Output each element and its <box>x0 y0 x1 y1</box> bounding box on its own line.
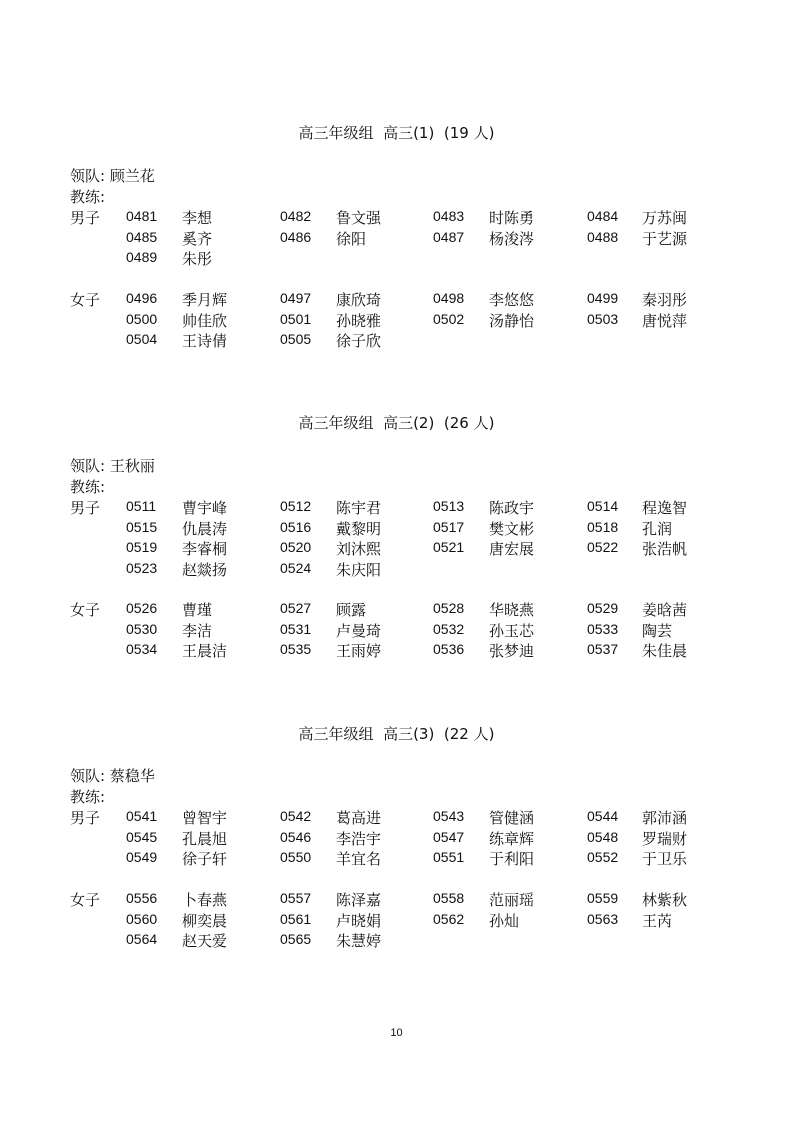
athlete-number: 0524 <box>280 559 312 576</box>
athlete-name: 康欣琦 <box>336 291 382 309</box>
athlete-name: 张浩帆 <box>642 540 688 559</box>
athlete-name: 卢晓娟 <box>336 911 382 930</box>
athlete-number: 0503 <box>587 310 619 327</box>
athlete-number: 0517 <box>433 518 465 535</box>
gender-group-label: 女子 <box>70 601 101 619</box>
athlete-name: 徐子轩 <box>182 850 228 869</box>
athlete-number: 0497 <box>280 290 312 306</box>
athlete-name: 孙灿 <box>489 911 520 930</box>
athlete-number: 0513 <box>433 498 465 514</box>
table-row <box>0 538 793 559</box>
athlete-name: 曹宇峰 <box>182 499 228 517</box>
athlete-name: 陈政宇 <box>489 499 535 517</box>
athlete-name: 陶芸 <box>642 621 673 640</box>
gender-group-label: 男子 <box>70 499 101 517</box>
athlete-number: 0484 <box>587 208 619 224</box>
athlete-number: 0527 <box>280 600 312 616</box>
athlete-number: 0515 <box>126 518 158 535</box>
table-row <box>0 207 793 228</box>
table-row <box>0 930 793 951</box>
athlete-name: 华晓燕 <box>489 601 535 619</box>
gender-group-label: 女子 <box>70 891 101 909</box>
athlete-number: 0499 <box>587 290 619 306</box>
athlete-name: 罗瑞财 <box>642 829 688 848</box>
athlete-number: 0543 <box>433 808 465 824</box>
athlete-name: 王雨婷 <box>336 642 382 661</box>
athlete-name: 王芮 <box>642 911 673 930</box>
athlete-number: 0487 <box>433 228 465 245</box>
table-row <box>0 497 793 518</box>
athlete-name: 李浩宇 <box>336 829 382 848</box>
athlete-name: 王诗倩 <box>182 332 228 351</box>
athlete-number: 0550 <box>280 849 312 866</box>
athlete-name: 唐宏展 <box>489 540 535 559</box>
athlete-name: 练章辉 <box>489 829 535 848</box>
coach-label: 教练: <box>70 788 106 806</box>
athlete-number: 0564 <box>126 931 158 948</box>
athlete-name: 朱慧婷 <box>336 932 382 951</box>
athlete-name: 汤静怡 <box>489 311 535 330</box>
athlete-number: 0511 <box>126 498 157 514</box>
coach-label: 教练: <box>70 478 106 496</box>
table-row <box>0 848 793 869</box>
athlete-number: 0520 <box>280 539 312 556</box>
athlete-number: 0547 <box>433 828 465 845</box>
athlete-name: 赵天爱 <box>182 932 228 951</box>
athlete-name: 李睿桐 <box>182 540 228 559</box>
table-row <box>0 828 793 849</box>
athlete-name: 徐子欣 <box>336 332 382 351</box>
athlete-number: 0502 <box>433 310 465 327</box>
table-row <box>0 228 793 249</box>
athlete-name: 孔润 <box>642 519 673 538</box>
table-row <box>0 330 793 351</box>
team-leader: 领队: 蔡稳华 <box>70 767 155 785</box>
athlete-number: 0563 <box>587 910 619 927</box>
athlete-name: 于卫乐 <box>642 850 688 869</box>
athlete-number: 0561 <box>280 910 312 927</box>
athlete-number: 0559 <box>587 890 619 906</box>
athlete-number: 0557 <box>280 890 312 906</box>
table-row <box>0 310 793 331</box>
athlete-number: 0489 <box>126 249 158 266</box>
athlete-number: 0498 <box>433 290 465 306</box>
table-row <box>0 807 793 828</box>
table-row <box>0 559 793 580</box>
athlete-name: 卜春燕 <box>182 891 228 909</box>
section-title: 高三年级组 高三(2) (26 人) <box>298 414 495 432</box>
table-row <box>0 599 793 620</box>
athlete-number: 0556 <box>126 890 158 906</box>
athlete-name: 王晨洁 <box>182 642 228 661</box>
athlete-name: 卢曼琦 <box>336 621 382 640</box>
athlete-name: 李悠悠 <box>489 291 535 309</box>
athlete-number: 0560 <box>126 910 158 927</box>
athlete-number: 0485 <box>126 228 158 245</box>
athlete-number: 0500 <box>126 310 158 327</box>
section-title: 高三年级组 高三(3) (22 人) <box>298 725 495 743</box>
athlete-name: 秦羽彤 <box>642 291 688 309</box>
athlete-number: 0529 <box>587 600 619 616</box>
section-title: 高三年级组 高三(1) (19 人) <box>298 124 495 142</box>
athlete-number: 0488 <box>587 228 619 245</box>
athlete-number: 0530 <box>126 620 158 637</box>
athlete-number: 0486 <box>280 228 312 245</box>
athlete-number: 0523 <box>126 559 158 576</box>
athlete-number: 0546 <box>280 828 312 845</box>
table-row <box>0 518 793 539</box>
athlete-number: 0512 <box>280 498 312 514</box>
athlete-number: 0535 <box>280 641 312 658</box>
athlete-number: 0545 <box>126 828 158 845</box>
athlete-number: 0565 <box>280 931 312 948</box>
athlete-name: 羊宜名 <box>336 850 382 869</box>
athlete-name: 李想 <box>182 209 213 227</box>
athlete-name: 帅佳欣 <box>182 311 228 330</box>
athlete-number: 0481 <box>126 208 158 224</box>
team-leader: 领队: 顾兰花 <box>70 167 155 185</box>
athlete-name: 曹瑾 <box>182 601 213 619</box>
page-number: 10 <box>390 1027 403 1039</box>
athlete-name: 李洁 <box>182 621 213 640</box>
gender-group-label: 男子 <box>70 209 101 227</box>
athlete-number: 0526 <box>126 600 158 616</box>
athlete-number: 0482 <box>280 208 312 224</box>
athlete-number: 0562 <box>433 910 465 927</box>
athlete-name: 赵燚扬 <box>182 560 228 579</box>
athlete-name: 孔晨旭 <box>182 829 228 848</box>
athlete-number: 0532 <box>433 620 465 637</box>
table-row <box>0 640 793 661</box>
athlete-name: 奚齐 <box>182 229 213 248</box>
athlete-name: 樊文彬 <box>489 519 535 538</box>
athlete-name: 季月辉 <box>182 291 228 309</box>
athlete-name: 刘沐熙 <box>336 540 382 559</box>
table-row <box>0 289 793 310</box>
athlete-name: 陈宇君 <box>336 499 382 517</box>
athlete-number: 0549 <box>126 849 158 866</box>
athlete-number: 0504 <box>126 331 158 348</box>
athlete-number: 0496 <box>126 290 158 306</box>
athlete-name: 于艺源 <box>642 229 688 248</box>
athlete-name: 葛高进 <box>336 809 382 827</box>
athlete-name: 张梦迪 <box>489 642 535 661</box>
athlete-number: 0501 <box>280 310 312 327</box>
athlete-number: 0548 <box>587 828 619 845</box>
table-row <box>0 910 793 931</box>
athlete-name: 程逸智 <box>642 499 688 517</box>
athlete-number: 0542 <box>280 808 312 824</box>
athlete-name: 曾智宇 <box>182 809 228 827</box>
athlete-name: 陈泽嘉 <box>336 891 382 909</box>
athlete-number: 0531 <box>280 620 312 637</box>
athlete-number: 0558 <box>433 890 465 906</box>
table-row <box>0 889 793 910</box>
athlete-number: 0483 <box>433 208 465 224</box>
athlete-number: 0544 <box>587 808 619 824</box>
athlete-number: 0537 <box>587 641 619 658</box>
athlete-name: 孙玉芯 <box>489 621 535 640</box>
table-row <box>0 248 793 269</box>
athlete-name: 万苏闽 <box>642 209 688 227</box>
athlete-number: 0521 <box>433 539 465 556</box>
athlete-name: 姜晗茜 <box>642 601 688 619</box>
athlete-name: 仇晨涛 <box>182 519 228 538</box>
athlete-number: 0514 <box>587 498 619 514</box>
gender-group-label: 女子 <box>70 291 101 309</box>
athlete-name: 孙晓雅 <box>336 311 382 330</box>
athlete-number: 0534 <box>126 641 158 658</box>
athlete-name: 顾露 <box>336 601 367 619</box>
athlete-name: 于利阳 <box>489 850 535 869</box>
athlete-name: 管健涵 <box>489 809 535 827</box>
athlete-name: 朱佳晨 <box>642 642 688 661</box>
gender-group-label: 男子 <box>70 809 101 827</box>
athlete-number: 0516 <box>280 518 312 535</box>
athlete-number: 0505 <box>280 331 312 348</box>
athlete-name: 徐阳 <box>336 229 367 248</box>
athlete-number: 0518 <box>587 518 619 535</box>
athlete-name: 林紫秋 <box>642 891 688 909</box>
athlete-number: 0536 <box>433 641 465 658</box>
athlete-number: 0533 <box>587 620 619 637</box>
athlete-name: 郭沛涵 <box>642 809 688 827</box>
athlete-name: 范丽瑶 <box>489 891 535 909</box>
athlete-number: 0551 <box>433 849 465 866</box>
athlete-number: 0519 <box>126 539 158 556</box>
athlete-name: 时陈勇 <box>489 209 535 227</box>
athlete-number: 0522 <box>587 539 619 556</box>
athlete-name: 柳奕晨 <box>182 911 228 930</box>
table-row <box>0 620 793 641</box>
athlete-name: 杨浚涔 <box>489 229 535 248</box>
athlete-name: 鲁文强 <box>336 209 382 227</box>
athlete-number: 0541 <box>126 808 158 824</box>
athlete-number: 0528 <box>433 600 465 616</box>
team-leader: 领队: 王秋丽 <box>70 457 155 475</box>
athlete-name: 朱彤 <box>182 250 213 269</box>
athlete-name: 戴黎明 <box>336 519 382 538</box>
coach-label: 教练: <box>70 188 106 206</box>
athlete-name: 唐悦萍 <box>642 311 688 330</box>
athlete-number: 0552 <box>587 849 619 866</box>
athlete-name: 朱庆阳 <box>336 560 382 579</box>
